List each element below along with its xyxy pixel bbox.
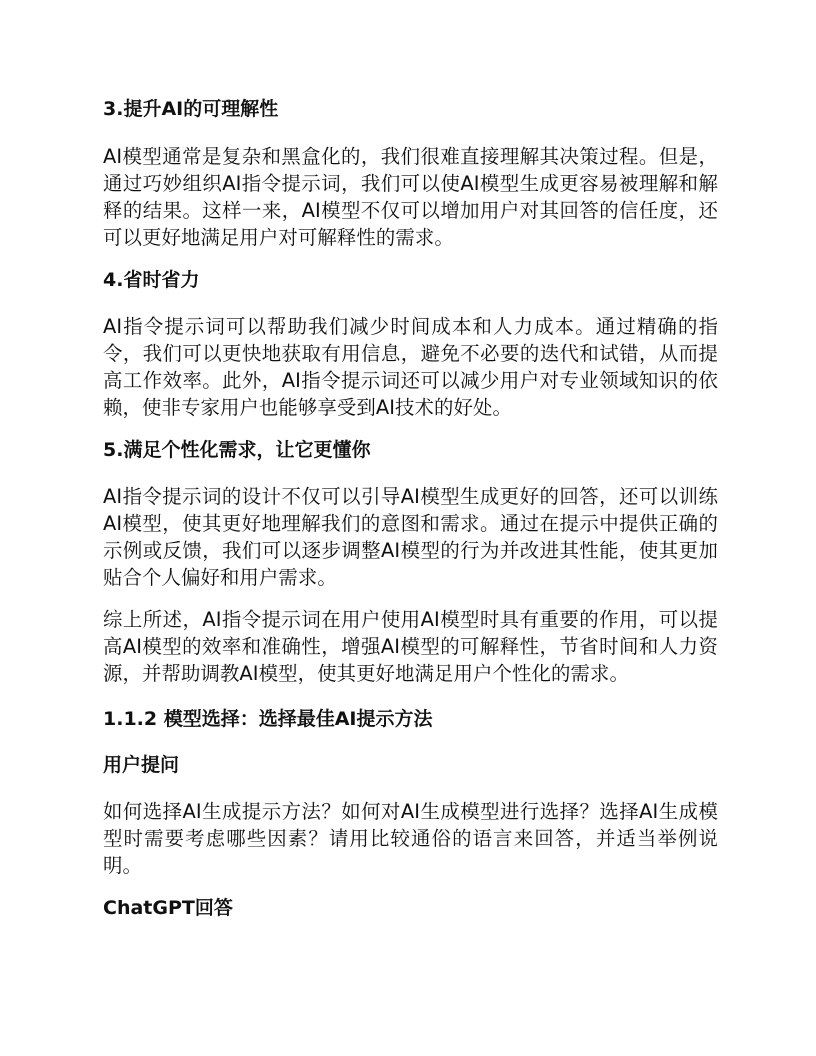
- chatgpt-answer-heading: ChatGPT回答: [103, 897, 233, 919]
- summary-paragraph: 综上所述，AI指令提示词在用户使用AI模型时具有重要的作用，可以提高AI模型的效率和准确性，增强AI模型的可解释性，节省时间和人力资源，并帮助调教AI模型，使其更好地满足用户个性化的需求。: [103, 608, 718, 685]
- section-3-heading: 3.提升AI的可理解性: [103, 98, 279, 120]
- section-5-heading: 5.满足个性化需求，让它更懂你: [103, 439, 371, 461]
- user-question-heading: 用户提问: [103, 754, 180, 776]
- section-3-paragraph: AI模型通常是复杂和黑盒化的，我们很难直接理解其决策过程。但是，通过巧妙组织AI指令提示词，我们可以使AI模型生成更容易被理解和解释的结果。这样一来，AI模型不仅可以增加用户对其回答的信任度，还可以更好地满足用户对可解释性的需求。: [103, 145, 718, 249]
- user-question-paragraph: 如何选择AI生成提示方法？如何对AI生成模型进行选择？选择AI生成模型时需要考虑哪些因素？请用比较通俗的语言来回答，并适当举例说明。: [103, 800, 718, 877]
- section-1-1-2-heading: 1.1.2 模型选择：选择最佳AI提示方法: [103, 708, 433, 730]
- section-4-paragraph: AI指令提示词可以帮助我们减少时间成本和人力成本。通过精确的指令，我们可以更快地获取有用信息，避免不必要的迭代和试错，从而提高工作效率。此外，AI指令提示词还可以减少用户对专业领域知识的依赖，使非专家用户也能够享受到AI技术的好处。: [103, 315, 718, 419]
- section-5-paragraph: AI指令提示词的设计不仅可以引导AI模型生成更好的回答，还可以训练AI模型，使其更好地理解我们的意图和需求。通过在提示中提供正确的示例或反馈，我们可以逐步调整AI模型的行为并改进其性能，使其更加贴合个人偏好和用户需求。: [103, 485, 718, 589]
- section-4-heading: 4.省时省力: [103, 269, 200, 291]
